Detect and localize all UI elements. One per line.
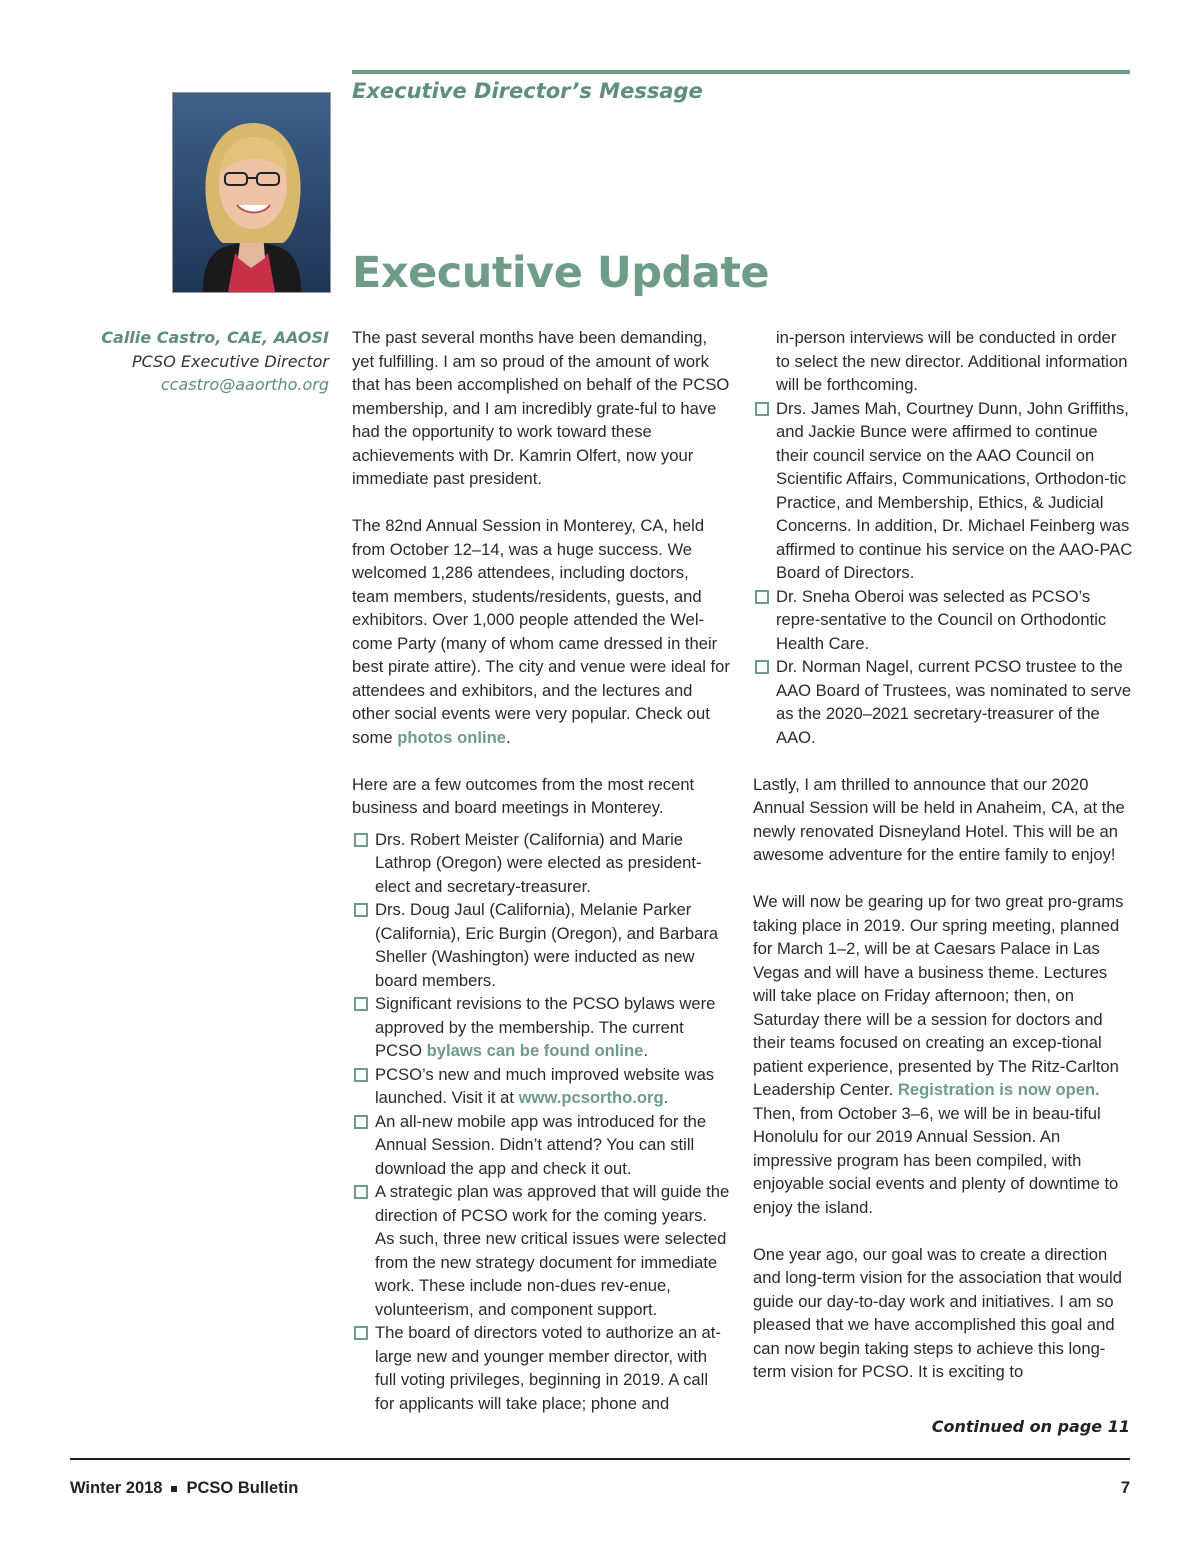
checkbox-bullet-icon (755, 402, 769, 416)
list-item: Dr. Sneha Oberoi was selected as PCSO’s repre-sentative to the Council on Orthodontic Health Care. (753, 585, 1133, 656)
footer-issue: Winter 2018 PCSO Bulletin (70, 1479, 299, 1497)
page-number: 7 (1120, 1479, 1130, 1497)
checkbox-bullet-icon (755, 590, 769, 604)
list-item: Drs. James Mah, Courtney Dunn, John Griffiths, and Jackie Bunce were affirmed to continue their council service on the AAO Council on Scientific Affairs, Communications, Orthodon-tic Practice, and Membership, Ethics, & Judicial Concerns. In addition, Dr. Michael Feinberg was affirmed to continue his service on the AAO-PAC Board of Directors. (753, 397, 1133, 585)
author-email[interactable]: ccastro@aaortho.org (160, 375, 329, 394)
checkbox-bullet-icon (354, 833, 368, 847)
registration-link[interactable]: Registration is now open. (897, 1080, 1100, 1099)
outcomes-list (352, 828, 730, 1416)
list-item-continued: in-person interviews will be conducted in order to select the new director. Additional information will be forthcoming. (776, 328, 1128, 394)
bylaws-link[interactable]: bylaws can be found online (426, 1041, 644, 1060)
website-link[interactable]: www.pcsortho.org (518, 1088, 664, 1107)
paragraph: The past several months have been demanding, yet fulfilling. I am so proud of the amount of work that has been accomplished on behalf of the PCSO membership, and I am incredibly grate-ful to have had the opportunity to work toward these achievements with Dr. Kamrin Olfert, now your immediate past president. (352, 328, 730, 488)
column-left (352, 326, 730, 1415)
list-item: An all-new mobile app was introduced for the Annual Session. Didn’t attend? You can still download the app and check it out. (352, 1110, 730, 1181)
continued-note[interactable]: Continued on page 11 (931, 1417, 1130, 1436)
outcomes-list-continued (753, 326, 1133, 749)
author-name: Callie Castro, CAE, AAOSI (101, 328, 329, 347)
checkbox-bullet-icon (354, 1115, 368, 1129)
checkbox-bullet-icon (354, 903, 368, 917)
paragraph: The 82nd Annual Session in Monterey, CA, held from October 12–14, was a huge success. We welcomed 1,286 attendees, including doctors, team members, students/residents, guests, and exhibitors. Over 1,000 people attended the Wel-come Party (many of whom came dressed in their best pirate attire). The city and venue were ideal for attendees and exhibitors, and the lectures and other social events were very popular. Check out some photos online. (352, 516, 730, 747)
header-rule (352, 70, 1130, 74)
section-heading: Executive Director’s Message (352, 79, 703, 103)
list-item: PCSO’s new and much improved website was launched. Visit it at www.pcsortho.org. (352, 1063, 730, 1110)
page-title: Executive Update (352, 248, 770, 298)
list-item: Drs. Robert Meister (California) and Marie Lathrop (Oregon) were elected as president-elect and secretary-treasurer. (352, 828, 730, 899)
checkbox-bullet-icon (354, 1326, 368, 1340)
list-item: Drs. Doug Jaul (California), Melanie Parker (California), Eric Burgin (Oregon), and Barbara Sheller (Washington) were inducted as new board members. (352, 898, 730, 992)
checkbox-bullet-icon (755, 660, 769, 674)
paragraph: Here are a few outcomes from the most recent business and board meetings in Monterey. (352, 774, 695, 817)
checkbox-bullet-icon (354, 997, 368, 1011)
paragraph: One year ago, our goal was to create a direction and long-term vision for the association that would guide our day-to-day work and initiatives. I am so pleased that we have accomplished this goal and can now begin taking steps to achieve this long-term vision for PCSO. It is exciting to (753, 1244, 1122, 1381)
checkbox-bullet-icon (354, 1185, 368, 1199)
list-item: The board of directors voted to authorize an at-large new and younger member director, with full voting privileges, beginning in 2019. A call for applicants will take place; phone and (352, 1321, 730, 1415)
footer-rule (70, 1458, 1130, 1460)
bullet-square-icon (171, 1486, 177, 1492)
author-byline (101, 326, 329, 397)
column-right (753, 326, 1133, 1384)
paragraph: We will now be gearing up for two great pro-grams taking place in 2019. Our spring meeting, planned for March 1–2, will be at Caesars Palace in Las Vegas and will have a business theme. Lectures will take place on Friday afternoon; then, on Saturday there will be a session for doctors and their teams focused on creating an excep-tional patient experience, presented by The Ritz-Carlton Leadership Center. Registration is now open. Then, from October 3–6, we will be in beau-tiful Honolulu for our 2019 Annual Session. An impressive program has been compiled, with enjoyable social events and plenty of downtime to enjoy the island. (753, 892, 1124, 1217)
checkbox-bullet-icon (354, 1068, 368, 1082)
photos-online-link[interactable]: photos online (397, 727, 506, 747)
list-item: Dr. Norman Nagel, current PCSO trustee to the AAO Board of Trustees, was nominated to serve as the 2020–2021 secretary-treasurer of the AAO. (753, 655, 1133, 749)
list-item: A strategic plan was approved that will guide the direction of PCSO work for the coming years. As such, three new critical issues were selected from the new strategy document for immediate work. These include non-dues rev-enue, volunteerism, and component support. (352, 1180, 730, 1321)
portrait-icon (173, 93, 330, 292)
author-role: PCSO Executive Director (131, 351, 329, 371)
paragraph: Lastly, I am thrilled to announce that our 2020 Annual Session will be held in Anaheim, CA, at the newly renovated Disneyland Hotel. This will be an awesome adventure for the entire family to enjoy! (753, 774, 1125, 864)
portrait-photo (172, 92, 331, 293)
list-item: Significant revisions to the PCSO bylaws were approved by the membership. The current PCSO bylaws can be found online. (352, 992, 730, 1063)
